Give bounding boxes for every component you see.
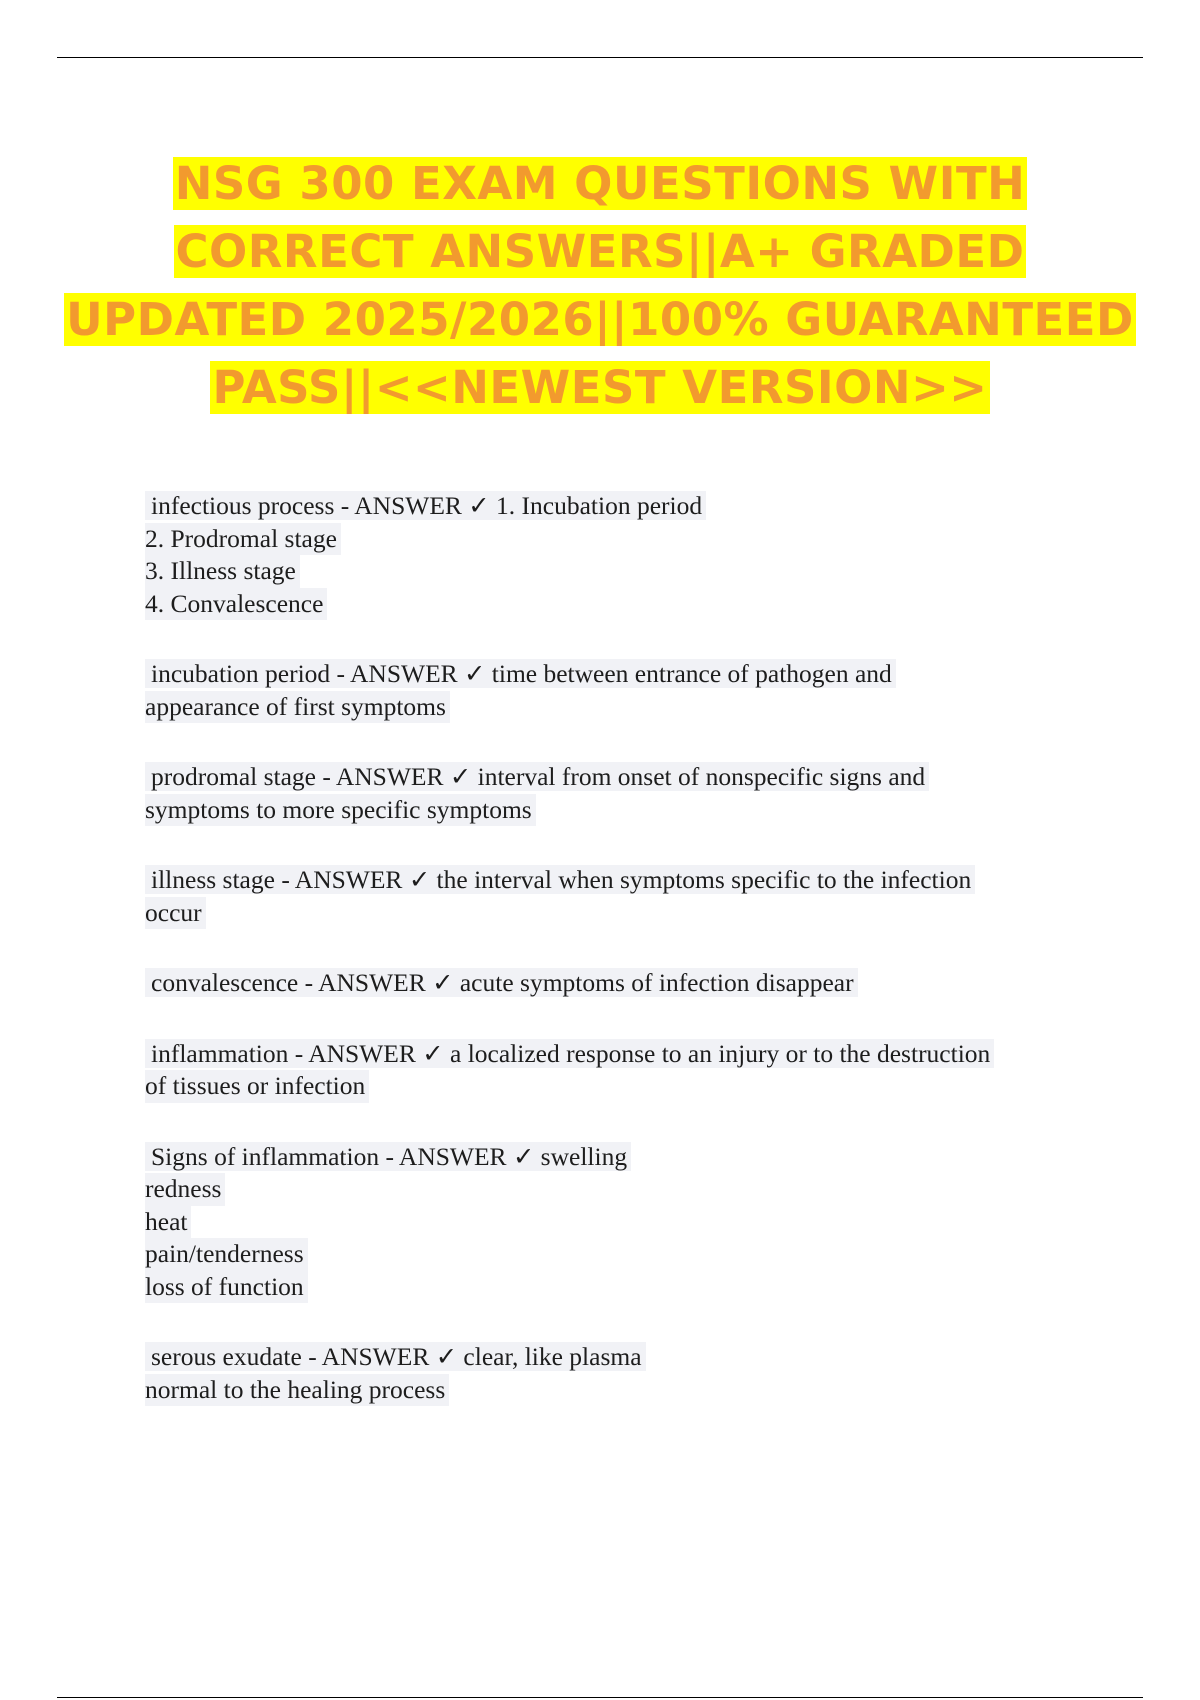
document-title — [60, 150, 1140, 422]
qa-question-line: convalescence - ANSWER ✓ acute symptoms of infection disappear — [145, 968, 858, 997]
qa-entry — [145, 658, 1085, 723]
qa-question-line: serous exudate - ANSWER ✓ clear, like plasma — [145, 1342, 646, 1371]
qa-answer-line: 2. Prodromal stage — [145, 523, 341, 556]
qa-answer-line: 4. Convalescence — [145, 588, 327, 621]
qa-answer-line: 3. Illness stage — [145, 555, 300, 588]
qa-answer-line: normal to the healing process — [145, 1374, 449, 1407]
qa-entry — [145, 490, 1085, 620]
qa-question-line: incubation period - ANSWER ✓ time between entrance of pathogen and — [145, 659, 896, 688]
qa-entry — [145, 1141, 1085, 1304]
qa-answer-line: pain/tenderness — [145, 1238, 308, 1271]
qa-question-line: inflammation - ANSWER ✓ a localized response to an injury or to the destruction — [145, 1039, 994, 1068]
qa-answer-line: appearance of first symptoms — [145, 691, 450, 724]
qa-answer-line: redness — [145, 1173, 225, 1206]
qa-list — [145, 490, 1085, 1444]
qa-question-line: Signs of inflammation - ANSWER ✓ swelling — [145, 1142, 631, 1171]
top-rule — [57, 57, 1143, 58]
qa-question-line: illness stage - ANSWER ✓ the interval when symptoms specific to the infection — [145, 865, 975, 894]
qa-entry — [145, 967, 1085, 1000]
qa-answer-line: symptoms to more specific symptoms — [145, 794, 536, 827]
qa-answer-line: occur — [145, 897, 206, 930]
qa-entry — [145, 1038, 1085, 1103]
title-highlight: NSG 300 EXAM QUESTIONS WITH CORRECT ANSWERS||A+ GRADED UPDATED 2025/2026||100% GUARANTEED PASS||<<NEWEST VERSION>> — [66, 157, 1134, 414]
qa-question-line: infectious process - ANSWER ✓ 1. Incubation period — [145, 491, 706, 520]
qa-answer-line: heat — [145, 1206, 191, 1239]
bottom-rule — [57, 1697, 1143, 1698]
qa-entry — [145, 761, 1085, 826]
qa-entry — [145, 864, 1085, 929]
qa-answer-line: of tissues or infection — [145, 1070, 369, 1103]
qa-answer-line: loss of function — [145, 1271, 308, 1304]
qa-question-line: prodromal stage - ANSWER ✓ interval from onset of nonspecific signs and — [145, 762, 929, 791]
qa-entry — [145, 1341, 1085, 1406]
